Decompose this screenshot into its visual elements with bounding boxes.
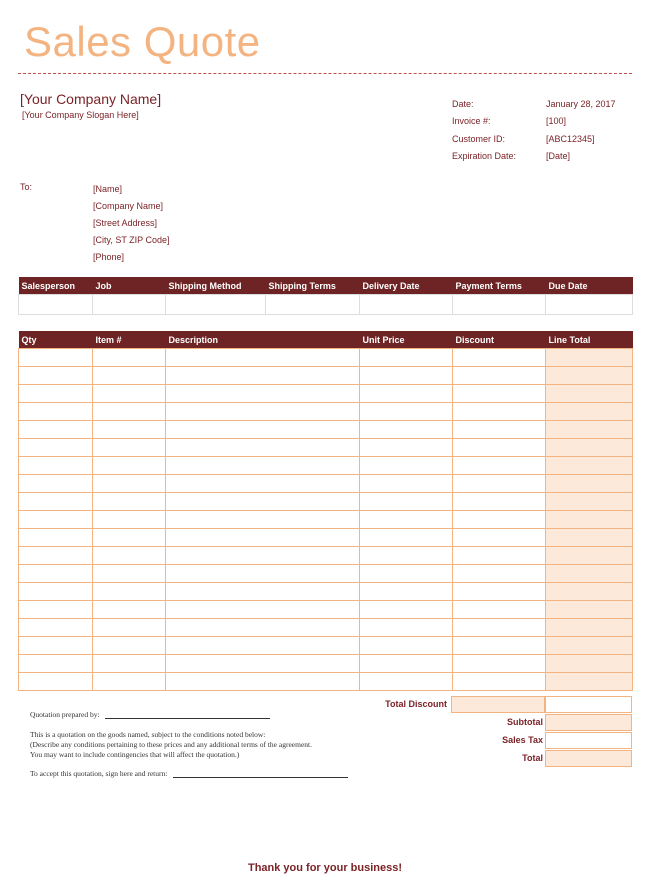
item-row	[19, 583, 633, 601]
discount-cell[interactable]	[453, 547, 546, 565]
total-discount-blank	[545, 696, 632, 713]
unit-price-cell[interactable]	[360, 673, 453, 691]
meta-value[interactable]: January 28, 2017	[546, 98, 616, 109]
accept-line	[30, 769, 348, 778]
line-total-cell[interactable]	[546, 475, 633, 493]
description-cell[interactable]	[166, 421, 360, 439]
shipping-header-row	[19, 277, 633, 295]
description-cell[interactable]	[166, 673, 360, 691]
item-row	[19, 655, 633, 673]
items-table	[18, 331, 633, 691]
meta-row-invoice	[452, 113, 616, 131]
meta-label: Date:	[452, 98, 474, 109]
description-cell[interactable]	[166, 547, 360, 565]
description-cell[interactable]	[166, 529, 360, 547]
quote-meta	[452, 95, 616, 165]
description-cell[interactable]	[166, 457, 360, 475]
recipient-street[interactable]: [Street Address]	[93, 217, 158, 228]
line-total-cell[interactable]	[546, 421, 633, 439]
prepared-by-signature[interactable]	[105, 718, 270, 719]
discount-cell[interactable]	[453, 403, 546, 421]
qty-cell[interactable]	[19, 367, 93, 385]
due-date-cell[interactable]	[546, 295, 633, 315]
unit-price-cell[interactable]	[360, 601, 453, 619]
items-header-row	[19, 331, 633, 349]
description-cell[interactable]	[166, 601, 360, 619]
item-row	[19, 619, 633, 637]
unit-price-cell[interactable]	[360, 529, 453, 547]
qty-cell[interactable]	[19, 637, 93, 655]
line-total-cell[interactable]	[546, 403, 633, 421]
line-total-cell[interactable]	[546, 385, 633, 403]
shipping-method-cell[interactable]	[166, 295, 266, 315]
col-line-total: Line Total	[546, 331, 633, 349]
meta-label: Expiration Date:	[452, 151, 517, 162]
line-total-cell[interactable]	[546, 601, 633, 619]
item-number-cell[interactable]	[93, 421, 166, 439]
quotation-conditions	[30, 730, 312, 760]
col-due-date: Due Date	[546, 277, 633, 295]
description-cell[interactable]	[166, 475, 360, 493]
shipping-row	[19, 295, 633, 315]
qty-cell[interactable]	[19, 385, 93, 403]
line-total-cell[interactable]	[546, 655, 633, 673]
discount-cell[interactable]	[453, 367, 546, 385]
recipient-name[interactable]: [Name]	[93, 183, 123, 194]
title-divider	[18, 73, 632, 74]
items-body	[19, 349, 633, 691]
unit-price-cell[interactable]	[360, 565, 453, 583]
item-number-cell[interactable]	[93, 493, 166, 511]
totals-block	[360, 695, 632, 767]
item-number-cell[interactable]	[93, 547, 166, 565]
job-cell[interactable]	[93, 295, 166, 315]
qty-cell[interactable]	[19, 673, 93, 691]
prepared-by-line	[30, 710, 270, 719]
unit-price-cell[interactable]	[360, 637, 453, 655]
unit-price-cell[interactable]	[360, 457, 453, 475]
qty-cell[interactable]	[19, 655, 93, 673]
qty-cell[interactable]	[19, 439, 93, 457]
description-cell[interactable]	[166, 385, 360, 403]
discount-cell[interactable]	[453, 385, 546, 403]
subtotal-label: Subtotal	[507, 717, 543, 727]
item-row	[19, 565, 633, 583]
unit-price-cell[interactable]	[360, 493, 453, 511]
qty-cell[interactable]	[19, 511, 93, 529]
discount-cell[interactable]	[453, 457, 546, 475]
item-number-cell[interactable]	[93, 403, 166, 421]
description-cell[interactable]	[166, 655, 360, 673]
line-total-cell[interactable]	[546, 637, 633, 655]
unit-price-cell[interactable]	[360, 403, 453, 421]
unit-price-cell[interactable]	[360, 619, 453, 637]
item-row	[19, 421, 633, 439]
col-shipping-terms: Shipping Terms	[266, 277, 360, 295]
recipient-city[interactable]: [City, ST ZIP Code]	[93, 234, 170, 245]
unit-price-cell[interactable]	[360, 547, 453, 565]
line-total-cell[interactable]	[546, 619, 633, 637]
item-row	[19, 601, 633, 619]
recipient-address	[93, 180, 170, 265]
col-unit-price: Unit Price	[360, 331, 453, 349]
description-cell[interactable]	[166, 565, 360, 583]
accept-label: To accept this quotation, sign here and return:	[30, 769, 168, 778]
item-number-cell[interactable]	[93, 601, 166, 619]
item-number-cell[interactable]	[93, 583, 166, 601]
unit-price-cell[interactable]	[360, 655, 453, 673]
total-discount-label: Total Discount	[385, 699, 447, 709]
qty-cell[interactable]	[19, 529, 93, 547]
description-cell[interactable]	[166, 511, 360, 529]
delivery-date-cell[interactable]	[360, 295, 453, 315]
item-number-cell[interactable]	[93, 565, 166, 583]
qty-cell[interactable]	[19, 565, 93, 583]
item-number-cell[interactable]	[93, 385, 166, 403]
item-row	[19, 403, 633, 421]
discount-cell[interactable]	[453, 493, 546, 511]
discount-cell[interactable]	[453, 421, 546, 439]
item-number-cell[interactable]	[93, 673, 166, 691]
item-number-cell[interactable]	[93, 619, 166, 637]
total-value[interactable]	[545, 750, 632, 767]
item-row	[19, 367, 633, 385]
col-item-number: Item #	[93, 331, 166, 349]
discount-cell[interactable]	[453, 601, 546, 619]
discount-cell[interactable]	[453, 439, 546, 457]
recipient-company[interactable]: [Company Name]	[93, 200, 164, 211]
description-cell[interactable]	[166, 493, 360, 511]
col-shipping-method: Shipping Method	[166, 277, 266, 295]
meta-row-expiration	[452, 148, 616, 166]
total-label: Total	[522, 753, 543, 763]
discount-cell[interactable]	[453, 583, 546, 601]
item-number-cell[interactable]	[93, 457, 166, 475]
item-number-cell[interactable]	[93, 475, 166, 493]
item-row	[19, 547, 633, 565]
shipping-terms-cell[interactable]	[266, 295, 360, 315]
item-number-cell[interactable]	[93, 655, 166, 673]
discount-cell[interactable]	[453, 655, 546, 673]
description-cell[interactable]	[166, 637, 360, 655]
col-payment-terms: Payment Terms	[453, 277, 546, 295]
line-total-cell[interactable]	[546, 439, 633, 457]
line-total-cell[interactable]	[546, 493, 633, 511]
item-row	[19, 493, 633, 511]
unit-price-cell[interactable]	[360, 349, 453, 367]
unit-price-cell[interactable]	[360, 583, 453, 601]
col-discount: Discount	[453, 331, 546, 349]
discount-cell[interactable]	[453, 529, 546, 547]
item-row	[19, 385, 633, 403]
item-row	[19, 511, 633, 529]
thank-you-message: Thank you for your business!	[247, 862, 403, 874]
line-total-cell[interactable]	[546, 511, 633, 529]
description-cell[interactable]	[166, 403, 360, 421]
conditions-line-3: You may want to include contingencies that will affect the quotation.)	[30, 750, 240, 759]
qty-cell[interactable]	[19, 601, 93, 619]
unit-price-cell[interactable]	[360, 511, 453, 529]
meta-row-date	[452, 95, 616, 113]
line-total-cell[interactable]	[546, 457, 633, 475]
col-description: Description	[166, 331, 360, 349]
item-number-cell[interactable]	[93, 637, 166, 655]
accept-signature[interactable]	[173, 777, 348, 778]
line-total-cell[interactable]	[546, 673, 633, 691]
description-cell[interactable]	[166, 583, 360, 601]
unit-price-cell[interactable]	[360, 421, 453, 439]
item-number-cell[interactable]	[93, 511, 166, 529]
meta-row-customer-id	[452, 130, 616, 148]
qty-cell[interactable]	[19, 475, 93, 493]
meta-label: Customer ID:	[452, 133, 506, 144]
meta-value[interactable]: [100]	[546, 116, 567, 127]
total-discount-value[interactable]	[451, 696, 545, 713]
subtotal-value[interactable]	[545, 714, 632, 731]
description-cell[interactable]	[166, 367, 360, 385]
salesperson-cell[interactable]	[19, 295, 93, 315]
line-total-cell[interactable]	[546, 583, 633, 601]
document-title: Sales Quote	[24, 18, 261, 65]
total-discount-row	[360, 695, 632, 713]
qty-cell[interactable]	[19, 457, 93, 475]
meta-value[interactable]: [ABC12345]	[546, 133, 595, 144]
description-cell[interactable]	[166, 349, 360, 367]
sales-tax-value[interactable]	[545, 732, 632, 749]
qty-cell[interactable]	[19, 403, 93, 421]
line-total-cell[interactable]	[546, 349, 633, 367]
conditions-line-2: (Describe any conditions pertaining to these prices and any additional terms of the agreement.	[30, 740, 312, 749]
col-salesperson: Salesperson	[19, 277, 93, 295]
item-row	[19, 457, 633, 475]
subtotal-row	[360, 713, 632, 731]
sales-tax-row	[360, 731, 632, 749]
col-job: Job	[93, 277, 166, 295]
meta-label: Invoice #:	[452, 116, 491, 127]
item-row	[19, 637, 633, 655]
item-row	[19, 529, 633, 547]
item-number-cell[interactable]	[93, 367, 166, 385]
sales-tax-label: Sales Tax	[502, 735, 543, 745]
description-cell[interactable]	[166, 619, 360, 637]
total-row	[360, 749, 632, 767]
line-total-cell[interactable]	[546, 367, 633, 385]
qty-cell[interactable]	[19, 421, 93, 439]
unit-price-cell[interactable]	[360, 439, 453, 457]
discount-cell[interactable]	[453, 511, 546, 529]
item-row	[19, 673, 633, 691]
discount-cell[interactable]	[453, 673, 546, 691]
discount-cell[interactable]	[453, 475, 546, 493]
line-total-cell[interactable]	[546, 547, 633, 565]
qty-cell[interactable]	[19, 493, 93, 511]
unit-price-cell[interactable]	[360, 475, 453, 493]
payment-terms-cell[interactable]	[453, 295, 546, 315]
item-row	[19, 349, 633, 367]
line-total-cell[interactable]	[546, 529, 633, 547]
discount-cell[interactable]	[453, 565, 546, 583]
company-name[interactable]: [Your Company Name]	[20, 91, 162, 107]
meta-value[interactable]: [Date]	[546, 151, 571, 162]
shipping-table	[18, 277, 633, 315]
prepared-by-label: Quotation prepared by:	[30, 710, 100, 719]
discount-cell[interactable]	[453, 349, 546, 367]
line-total-cell[interactable]	[546, 565, 633, 583]
qty-cell[interactable]	[19, 547, 93, 565]
qty-cell[interactable]	[19, 619, 93, 637]
item-row	[19, 439, 633, 457]
col-qty: Qty	[19, 331, 93, 349]
discount-cell[interactable]	[453, 619, 546, 637]
description-cell[interactable]	[166, 439, 360, 457]
col-delivery-date: Delivery Date	[360, 277, 453, 295]
item-row	[19, 475, 633, 493]
item-number-cell[interactable]	[93, 529, 166, 547]
item-number-cell[interactable]	[93, 349, 166, 367]
recipient-phone[interactable]: [Phone]	[93, 251, 125, 262]
conditions-line-1: This is a quotation on the goods named, subject to the conditions noted below:	[30, 730, 266, 739]
qty-cell[interactable]	[19, 583, 93, 601]
discount-cell[interactable]	[453, 637, 546, 655]
to-label: To:	[20, 182, 33, 192]
unit-price-cell[interactable]	[360, 385, 453, 403]
unit-price-cell[interactable]	[360, 367, 453, 385]
item-number-cell[interactable]	[93, 439, 166, 457]
company-slogan[interactable]: [Your Company Slogan Here]	[22, 110, 139, 120]
qty-cell[interactable]	[19, 349, 93, 367]
